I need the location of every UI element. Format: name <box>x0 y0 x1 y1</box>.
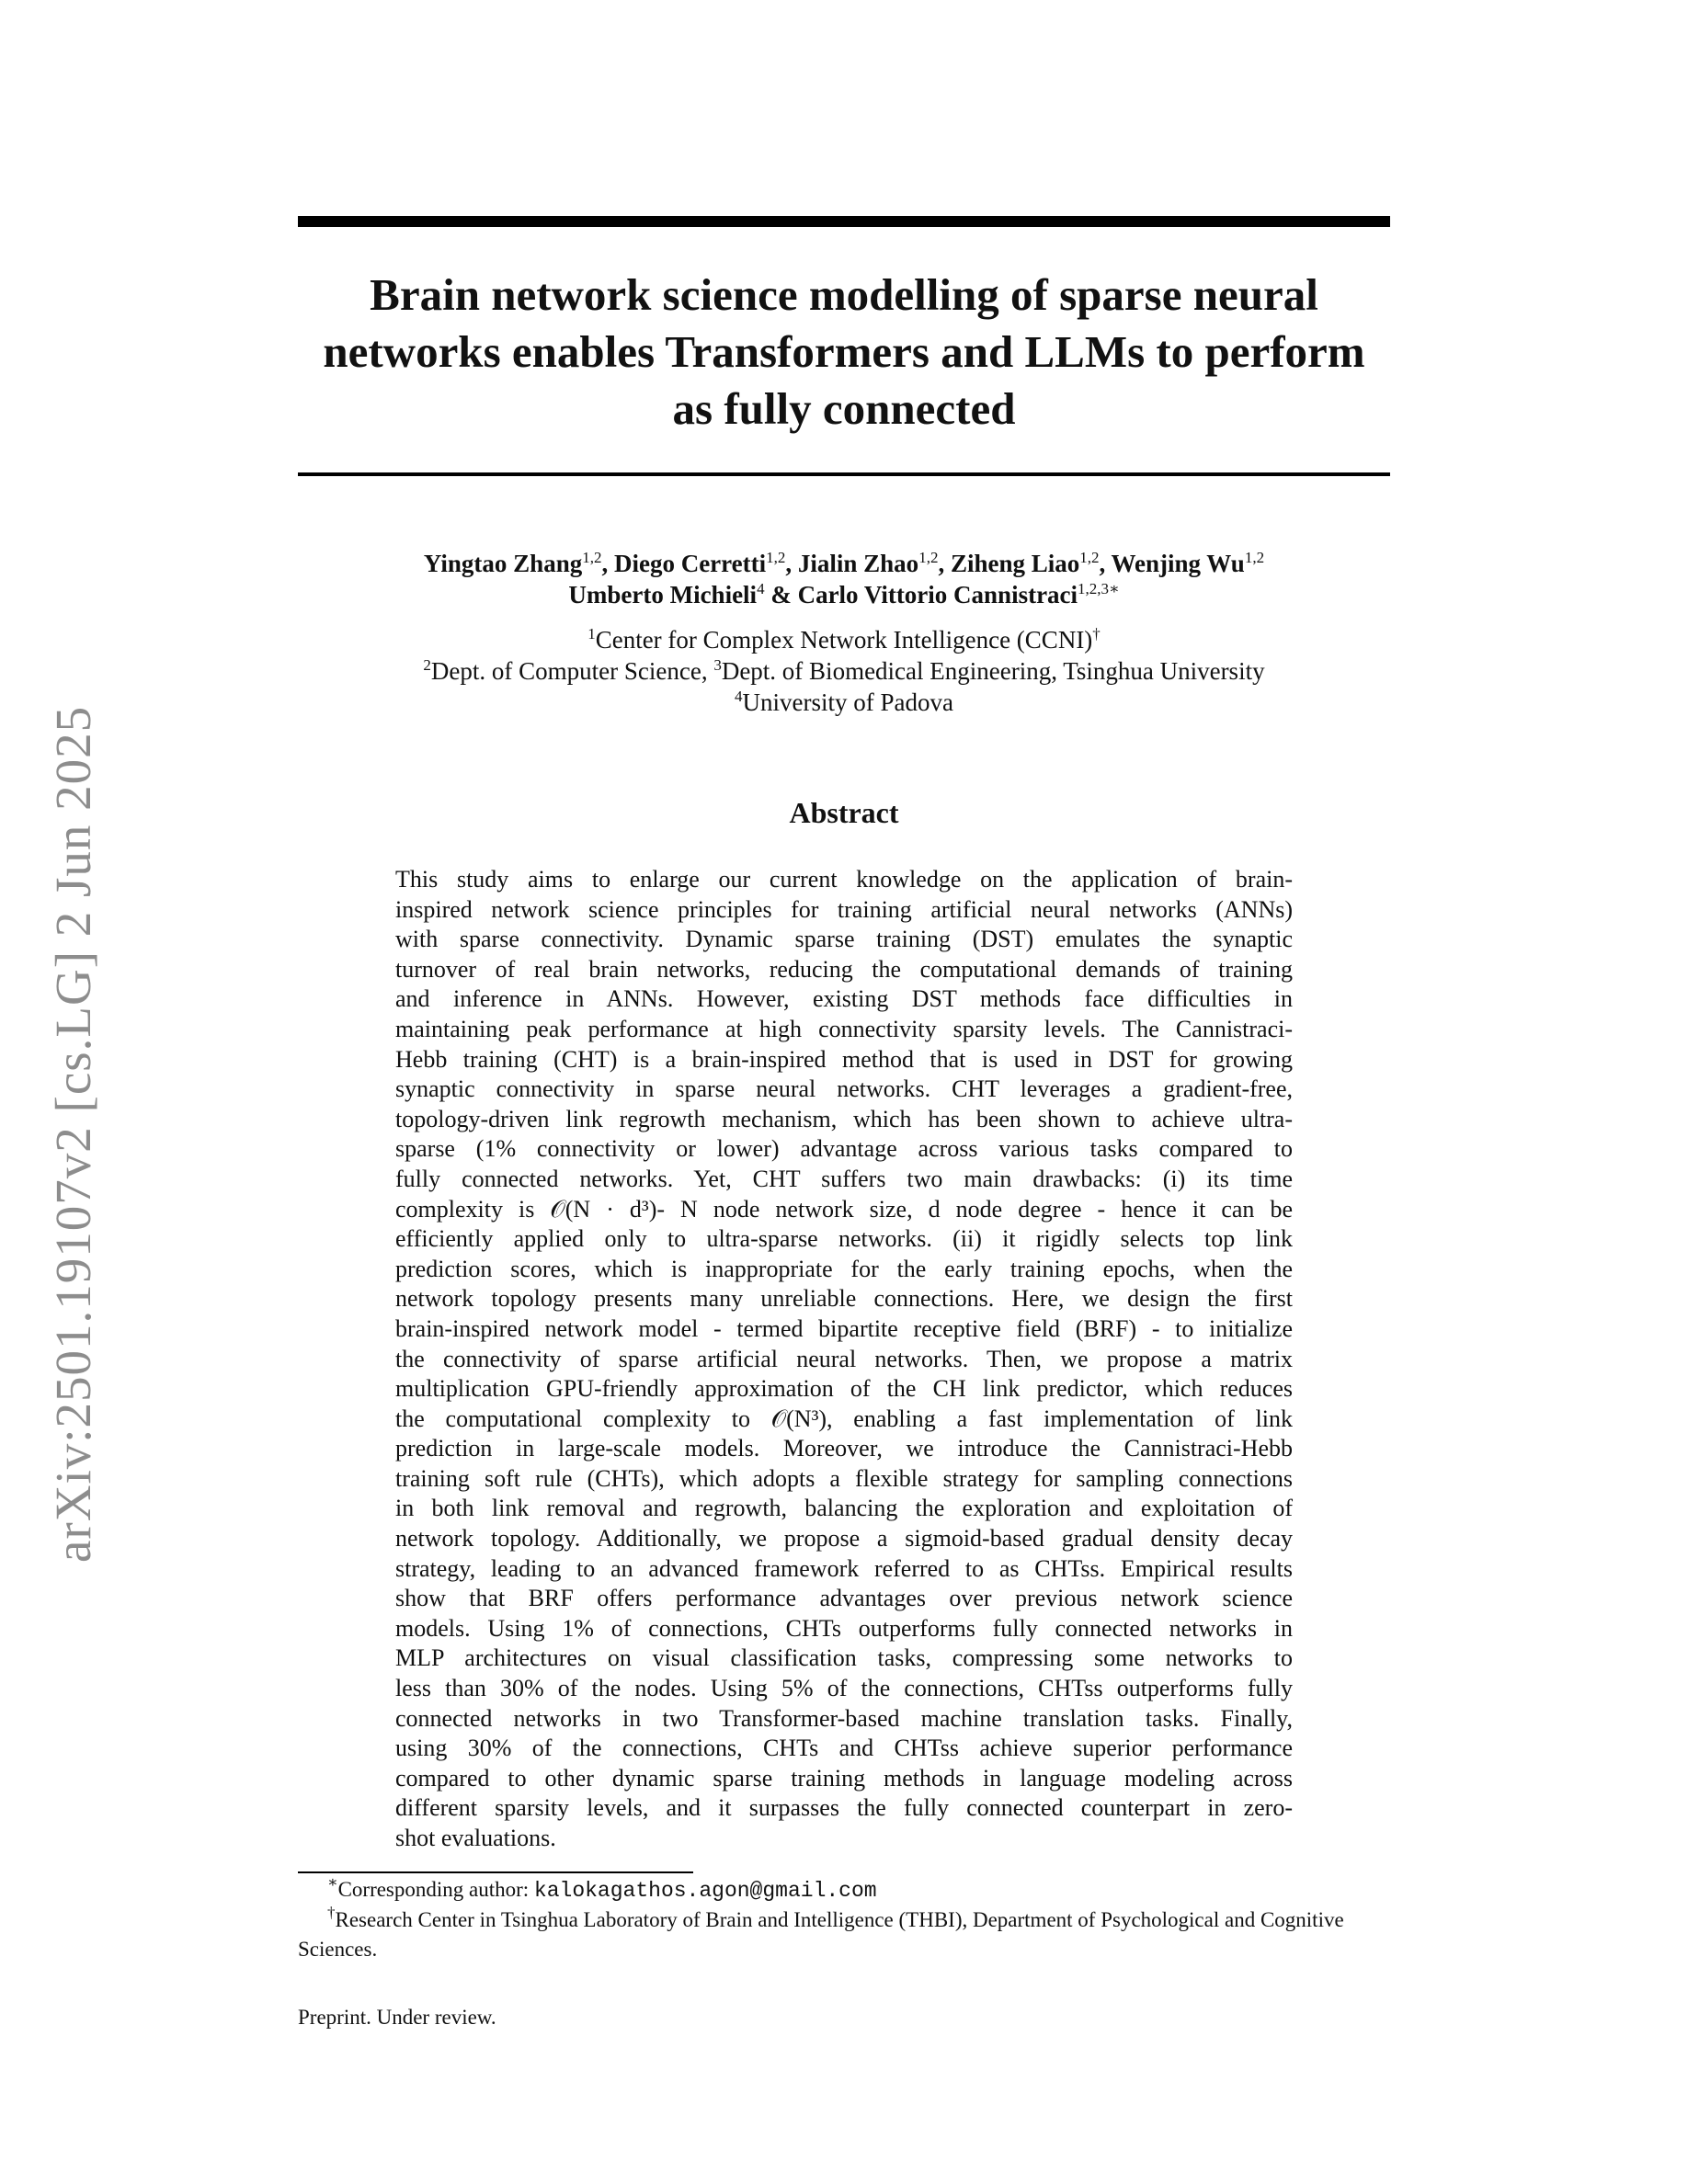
abstract-line: turnover of real brain networks, reducing the computational demands of training <box>395 955 1293 983</box>
author-name: Carlo Vittorio Cannistraci <box>797 581 1078 609</box>
abstract-line: sparse (1% connectivity or lower) advantage across various tasks compared to <box>395 1135 1293 1163</box>
abstract-line: multiplication GPU-friendly approximation of the CH link predictor, which reduces <box>395 1375 1293 1403</box>
title-line: as fully connected <box>672 383 1016 434</box>
author-name: Umberto Michieli <box>568 581 758 609</box>
author-affiliation-marker: 1,2 <box>1244 549 1265 566</box>
abstract-line: in both link removal and regrowth, balancing the exploration and exploitation of <box>395 1495 1293 1522</box>
title-top-rule <box>298 216 1390 227</box>
affiliation-marker: 4 <box>735 688 743 705</box>
paper-title <box>298 267 1390 438</box>
abstract-line: connected networks in two Transformer-based machine translation tasks. Finally, <box>395 1704 1293 1732</box>
author-name: Yingtao Zhang <box>423 550 583 577</box>
abstract-line: models. Using 1% of connections, CHTs outperforms fully connected networks in <box>395 1614 1293 1642</box>
abstract-line: maintaining peak performance at high connectivity sparsity levels. The Cannistraci- <box>395 1015 1293 1042</box>
abstract-line: complexity is 𝒪(N · d³)- N node network size, d node degree - hence it can be <box>395 1195 1293 1223</box>
abstract-line: fully connected networks. Yet, CHT suffers two main drawbacks: (i) its time <box>395 1165 1293 1192</box>
footnote-marker: † <box>327 1904 336 1921</box>
affiliation-marker: 1 <box>587 625 596 643</box>
author-name: Jialin Zhao <box>797 550 919 577</box>
affiliation-line-2 <box>298 655 1390 687</box>
footnote-text: Research Center in Tsinghua Laboratory of Brain and Intelligence (THBI), Department of Psychological and Cognitive Sciences. <box>298 1908 1344 1961</box>
abstract-line: This study aims to enlarge our current knowledge on the application of brain- <box>395 866 1293 893</box>
title-bottom-rule <box>298 472 1390 476</box>
author-separator: & <box>764 581 798 609</box>
abstract-line: inspired network science principles for training artificial neural networks (ANNs) <box>395 895 1293 923</box>
footnotes <box>298 1875 1390 1964</box>
author-email: kalokagathos.agon@gmail.com <box>533 1879 877 1903</box>
abstract-line: with sparse connectivity. Dynamic sparse training (DST) emulates the synaptic <box>395 926 1293 953</box>
author-affiliation-marker: 1,2 <box>918 549 939 566</box>
author-affiliation-marker: 1,2 <box>582 549 602 566</box>
abstract-line: brain-inspired network model - termed bipartite receptive field (BRF) - to initialize <box>395 1314 1293 1342</box>
author-name: Wenjing Wu <box>1111 550 1245 577</box>
abstract-line: strategy, leading to an advanced framework referred to as CHTss. Empirical results <box>395 1554 1293 1582</box>
footnote-label: Corresponding author: <box>337 1878 534 1901</box>
title-line: Brain network science modelling of sparse neural <box>370 269 1318 320</box>
affiliation-marker: 3 <box>713 656 722 674</box>
footnote-rule <box>298 1871 693 1873</box>
affiliation-text: Dept. of Biomedical Engineering, Tsinghua University <box>721 657 1265 685</box>
author-list <box>298 548 1390 610</box>
abstract-line: using 30% of the connections, CHTs and CHTss achieve superior performance <box>395 1735 1293 1762</box>
title-line: networks enables Transformers and LLMs to perform <box>323 326 1365 377</box>
author-affiliation-marker: 1,2 <box>1079 549 1100 566</box>
author-separator: , <box>938 550 951 577</box>
affiliation-line-1 <box>298 624 1390 655</box>
author-separator: , <box>601 550 614 577</box>
abstract-line: synaptic connectivity in sparse neural networks. CHT leverages a gradient-free, <box>395 1075 1293 1103</box>
affiliation-marker: 2 <box>423 656 431 674</box>
author-separator: , <box>1099 550 1112 577</box>
abstract-line: the computational complexity to 𝒪(N³), enabling a fast implementation of link <box>395 1405 1293 1432</box>
footnote-research-center <box>298 1905 1390 1964</box>
affiliation-text: Dept. of Computer Science, <box>430 657 714 685</box>
footnote-marker: ∗ <box>327 1873 338 1891</box>
author-affiliation-marker: 4 <box>757 580 765 597</box>
author-affiliation-marker: 1,2 <box>766 549 786 566</box>
abstract-heading: Abstract <box>789 796 899 829</box>
author-line-1 <box>298 548 1390 579</box>
abstract-line: Hebb training (CHT) is a brain-inspired method that is used in DST for growing <box>395 1045 1293 1073</box>
abstract-line: show that BRF offers performance advantages over previous network science <box>395 1585 1293 1612</box>
affiliation-text: Center for Complex Network Intelligence (CCNI) <box>595 626 1093 654</box>
abstract-line: efficiently applied only to ultra-sparse networks. (ii) it rigidly selects top link <box>395 1225 1293 1253</box>
author-name: Diego Cerretti <box>613 550 767 577</box>
author-line-2 <box>298 579 1390 610</box>
author-separator: , <box>785 550 798 577</box>
preprint-note: Preprint. Under review. <box>298 2006 496 2029</box>
abstract-line: compared to other dynamic sparse training methods in language modeling across <box>395 1764 1293 1792</box>
abstract-line: the connectivity of sparse artificial neural networks. Then, we propose a matrix <box>395 1345 1293 1372</box>
affiliations <box>298 624 1390 718</box>
abstract-line: shot evaluations. <box>395 1825 556 1851</box>
abstract-line: prediction in large-scale models. Moreover, we introduce the Cannistraci-Hebb <box>395 1435 1293 1462</box>
footnote-marker: † <box>1092 625 1101 643</box>
author-name: Ziheng Liao <box>950 550 1080 577</box>
abstract-line: less than 30% of the nodes. Using 5% of the connections, CHTss outperforms fully <box>395 1675 1293 1702</box>
abstract-line: network topology presents many unreliable connections. Here, we design the first <box>395 1285 1293 1313</box>
abstract-line: topology-driven link regrowth mechanism, which has been shown to achieve ultra- <box>395 1105 1293 1132</box>
affiliation-line-3 <box>298 687 1390 718</box>
abstract-line: MLP architectures on visual classification tasks, compressing some networks to <box>395 1644 1293 1672</box>
abstract-line: and inference in ANNs. However, existing DST methods face difficulties in <box>395 985 1293 1013</box>
abstract-line: training soft rule (CHTs), which adopts a flexible strategy for sampling connections <box>395 1464 1293 1492</box>
abstract-line: network topology. Additionally, we propose a sigmoid-based gradual density decay <box>395 1525 1293 1553</box>
author-affiliation-marker: 1,2,3∗ <box>1078 580 1120 597</box>
abstract-line: different sparsity levels, and it surpasses the fully connected counterpart in zero- <box>395 1794 1293 1822</box>
abstract-body <box>395 865 1293 1854</box>
footnote-corresponding-author <box>298 1875 1390 1905</box>
arxiv-identifier-stamp: arXiv:2501.19107v2 [cs.LG] 2 Jun 2025 <box>45 705 101 1563</box>
abstract-line: prediction scores, which is inappropriate for the early training epochs, when the <box>395 1255 1293 1282</box>
affiliation-text: University of Padova <box>742 688 953 716</box>
